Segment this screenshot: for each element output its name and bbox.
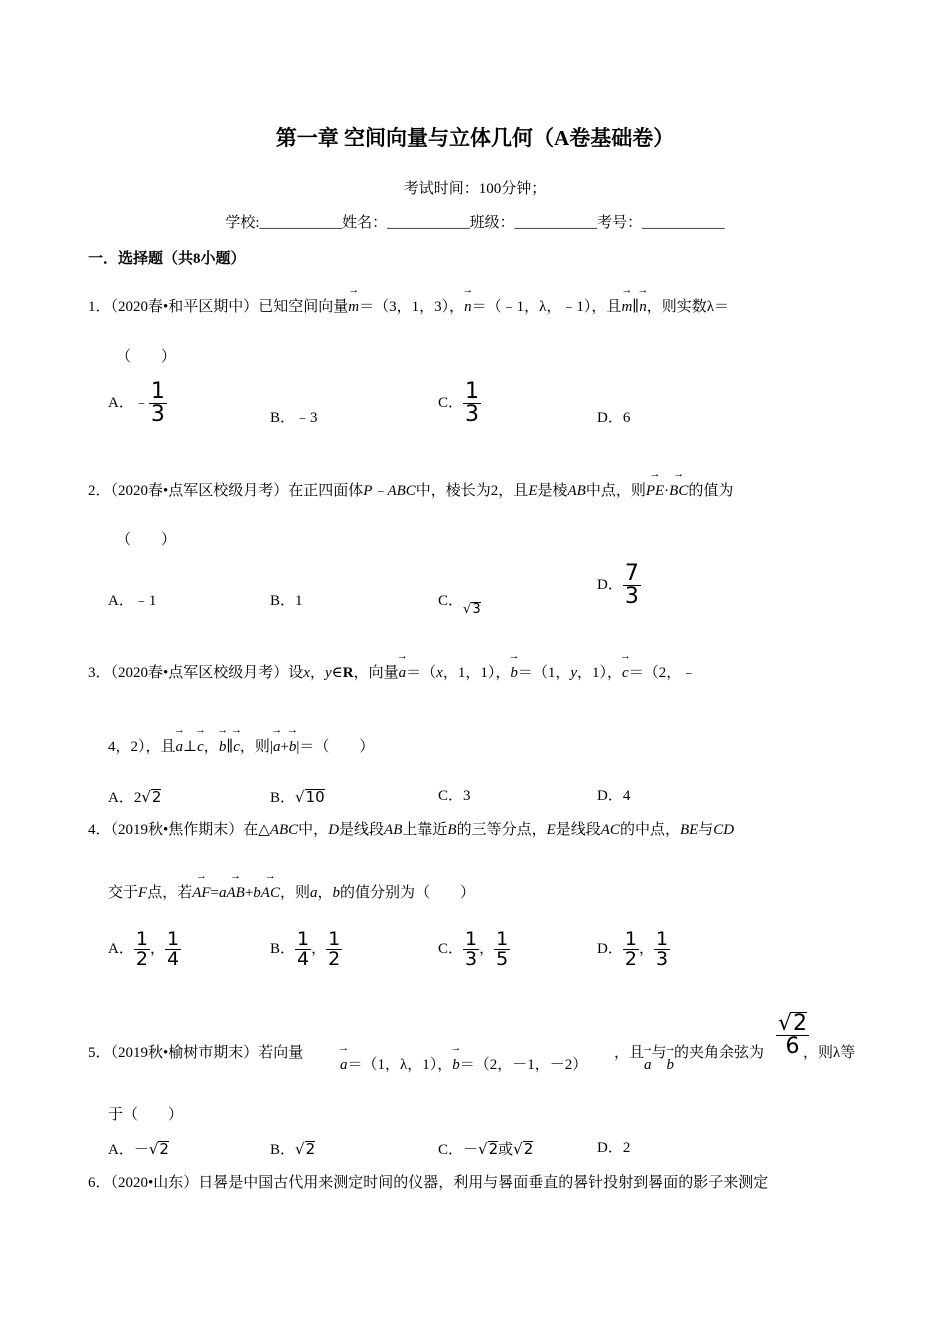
question-5 — [88, 1046, 303, 1061]
option-label: B． — [270, 790, 296, 806]
question-2 — [88, 484, 733, 499]
denominator: 4 — [297, 948, 310, 970]
option-label: C．－ — [438, 1142, 479, 1158]
q1-text: ＝（﹣1，λ，﹣1），且 — [471, 299, 622, 315]
vector-b: → b — [510, 666, 518, 681]
question-3-line-2 — [108, 740, 374, 755]
radicand: 2 — [488, 1140, 499, 1158]
q5-text: ＝（2，－1，－2） — [459, 1057, 588, 1073]
radicand: 2 — [151, 788, 162, 806]
question-4 — [88, 823, 734, 838]
numerator: 1 — [297, 928, 310, 950]
q2-text: 中，棱长为2，且 — [415, 483, 529, 499]
numerator: 1 — [135, 928, 148, 950]
option-label: B． — [270, 941, 296, 957]
q4-text: 是线段 — [555, 822, 601, 838]
denominator: 3 — [465, 402, 480, 427]
q5-text: ，且 — [614, 1045, 645, 1061]
segment-be: BE — [679, 822, 699, 838]
numerator: 7 — [624, 561, 639, 586]
plus-symbol: + — [244, 885, 254, 901]
numerator: 1 — [496, 928, 509, 950]
numerator: 1 — [655, 928, 669, 950]
q1-text: ＝（3，1，3）， — [359, 299, 465, 315]
vector-c: → c — [197, 740, 204, 755]
option-label: D． — [597, 941, 623, 957]
vector-b: → b — [667, 1058, 675, 1073]
q3-text: ＝（1， — [517, 665, 571, 681]
q2-paren: （ ） — [116, 532, 177, 548]
q2-text: 中点，则 — [585, 483, 646, 499]
option-label: D． — [597, 577, 623, 593]
vector-a: → a — [176, 740, 184, 755]
q3-text: ，1）， — [577, 665, 623, 681]
point-e: E — [528, 483, 538, 499]
q2-option-c[interactable] — [438, 593, 481, 617]
q6-text: 日晷是中国古代用来测定时间的仪器，利用与晷面垂直的晷针投射到晷面的影子来测定 — [198, 1175, 769, 1191]
q4-option-b[interactable] — [270, 930, 342, 969]
q6-number: 6． — [88, 1175, 111, 1191]
q4-source: （2019秋•焦作期末） — [110, 822, 244, 838]
q2-option-a[interactable]: A．﹣1 — [108, 593, 157, 609]
fraction — [295, 930, 311, 969]
q4-text: ，则 — [279, 885, 310, 901]
fraction — [654, 930, 670, 969]
radicand: 10 — [305, 788, 325, 806]
radicand: 2 — [523, 1140, 534, 1158]
q5-tail: ，则λ等 — [803, 1045, 856, 1061]
denominator: 2 — [135, 948, 148, 970]
option-label: A． — [108, 941, 134, 957]
q2-option-d[interactable] — [597, 563, 641, 608]
q3-text: ，1，1）， — [442, 665, 511, 681]
q4-text: 的中点， — [619, 822, 680, 838]
point-e: E — [546, 822, 556, 838]
q4-text: 的值分别为（ ） — [340, 885, 476, 901]
option-label: A．－ — [108, 1142, 149, 1158]
q5-text: ＝（1，λ，1）， — [347, 1057, 453, 1073]
denominator: 3 — [655, 948, 669, 970]
vector-a: → a — [644, 1058, 652, 1073]
q2-text: 在正四面体 — [288, 483, 364, 499]
vector-m: → m — [348, 300, 359, 315]
q5-option-d[interactable]: D．2 — [597, 1140, 631, 1156]
q3-text: ＝（2，﹣ — [628, 665, 697, 681]
q4-text: 上靠近 — [402, 822, 448, 838]
radicand: 2 — [305, 1140, 316, 1158]
q1-paren: （ ） — [116, 349, 177, 365]
q5-option-c[interactable] — [438, 1141, 533, 1158]
point-f: F — [138, 885, 148, 901]
q4-text: ， — [317, 885, 333, 901]
q2-number: 2． — [88, 483, 111, 499]
q3-option-d[interactable]: D．4 — [597, 788, 631, 804]
sqrt: √10 — [295, 788, 325, 806]
q3-text: 4，2），且 — [108, 739, 176, 755]
exam-time: 考试时间：100分钟； — [403, 181, 547, 197]
radicand: 2 — [159, 1140, 169, 1158]
q5-vectors — [340, 1058, 587, 1073]
q3-option-b[interactable] — [270, 789, 325, 806]
question-4-line-2 — [108, 886, 475, 901]
numerator: 1 — [328, 928, 341, 950]
coef-a: a — [309, 885, 318, 901]
q3-text: ，则| — [239, 739, 273, 755]
q4-option-d[interactable] — [597, 930, 670, 969]
denominator: 4 — [166, 948, 180, 970]
question-1 — [88, 300, 729, 315]
sqrt: √3 — [463, 602, 481, 617]
fraction — [134, 930, 150, 969]
option-label: B． — [270, 1142, 296, 1158]
sqrt: √2 — [295, 1140, 316, 1158]
sqrt: √2 — [513, 1140, 534, 1158]
q1-source: （2020春•和平区期中） — [110, 299, 259, 315]
q3-text: ， — [309, 665, 325, 681]
radicand: 2 — [793, 1011, 808, 1036]
q1-option-a[interactable] — [108, 381, 167, 426]
segment-cd: CD — [713, 822, 735, 838]
page-title: 第一章 空间向量与立体几何（A卷基础卷） — [275, 126, 675, 150]
q4-text: 中， — [298, 822, 329, 838]
numerator: 1 — [624, 928, 637, 950]
point-d: D — [328, 822, 340, 838]
option-label: C． — [438, 395, 464, 411]
student-info-line: 学校:___________姓名：___________班级：___________考号：___________ — [225, 215, 725, 231]
q5-text: 与 — [651, 1045, 667, 1061]
fraction — [623, 563, 641, 608]
q1-text: ，则实数λ＝ — [646, 299, 729, 315]
q4-text: 点，若 — [147, 885, 193, 901]
denominator: 2 — [624, 948, 637, 970]
vector-c: → c — [622, 666, 629, 681]
vector-b: → b — [289, 740, 297, 755]
q3-text: ，向量 — [353, 665, 399, 681]
reals-symbol: R — [342, 665, 354, 681]
option-label: C． — [438, 941, 464, 957]
vector-b: → b — [452, 1058, 460, 1073]
coef-b: b — [332, 885, 340, 901]
q4-text: 在△ — [243, 822, 270, 838]
vector-n: → n — [639, 300, 647, 315]
separator: ， — [638, 941, 654, 957]
separator: ， — [149, 941, 165, 957]
q2-option-b[interactable]: B．1 — [270, 593, 303, 609]
q1-option-c[interactable] — [438, 381, 481, 426]
vector-a: → a — [273, 740, 281, 755]
var-y: y — [324, 665, 332, 681]
q2-text: 是棱 — [537, 483, 568, 499]
q5-condition — [614, 1045, 765, 1073]
equals-symbol: = — [210, 885, 219, 901]
fraction — [623, 930, 639, 969]
q5-text: 若向量 — [258, 1045, 304, 1061]
fraction — [463, 381, 481, 426]
sqrt: √2 — [141, 788, 162, 806]
q1-number: 1． — [88, 299, 111, 315]
q1-text: 已知空间向量 — [258, 299, 349, 315]
numerator: 1 — [150, 379, 165, 404]
q5-option-b[interactable] — [270, 1141, 315, 1158]
var-x: x — [303, 665, 310, 681]
fraction — [494, 930, 510, 969]
fraction — [149, 381, 167, 426]
numerator: √2 — [778, 1011, 808, 1036]
sqrt: √2 — [148, 1140, 169, 1158]
q3-source: （2020春•点军区校级月考） — [110, 665, 289, 681]
dot-symbol: · — [664, 483, 670, 499]
q6-source: （2020•山东） — [110, 1175, 199, 1191]
parallel-symbol: ∥ — [632, 299, 640, 315]
sqrt: √2 — [478, 1140, 499, 1158]
q1-option-d[interactable]: D．6 — [597, 410, 631, 426]
option-label: A． — [108, 395, 134, 411]
q1-option-b[interactable]: B．﹣3 — [270, 410, 318, 426]
point-b: B — [447, 822, 457, 838]
denominator: 6 — [776, 1035, 809, 1058]
vector-m: → m — [621, 300, 632, 315]
vector-b: → b — [219, 740, 227, 755]
q3-text: |＝（ ） — [296, 739, 375, 755]
triangle-abc: ABC — [269, 822, 299, 838]
denominator: 3 — [150, 402, 165, 427]
q5-number: 5． — [88, 1045, 111, 1061]
q4-number: 4． — [88, 822, 111, 838]
minus-sign: ﹣ — [133, 395, 149, 411]
numerator: 1 — [465, 379, 480, 404]
fraction — [165, 930, 181, 969]
fraction — [463, 930, 479, 969]
vector-c: → c — [233, 740, 240, 755]
question-3 — [88, 666, 696, 681]
q3-option-c[interactable]: C．3 — [438, 788, 471, 804]
coef-b: b — [253, 885, 261, 901]
segment-ab: AB — [384, 822, 403, 838]
vector-ab: → AB — [227, 886, 245, 901]
q3-text: ∈ — [331, 665, 343, 681]
q3-text: ， — [203, 739, 219, 755]
option-label: A．2 — [108, 790, 142, 806]
numerator: 1 — [465, 928, 478, 950]
section-title: 一．选择题（共8小题） — [88, 251, 246, 267]
segment-ac: AC — [600, 822, 620, 838]
separator: ， — [479, 941, 495, 957]
q4-text: 的三等分点， — [456, 822, 547, 838]
radicand: 3 — [472, 602, 481, 617]
question-6 — [88, 1176, 768, 1191]
option-label: C． — [438, 593, 464, 609]
separator: ， — [311, 941, 327, 957]
q4-text: 是线段 — [339, 822, 385, 838]
q4-text: 交于 — [108, 885, 139, 901]
q5-line-2: 于（ ） — [108, 1107, 184, 1123]
denominator: 3 — [624, 584, 639, 609]
vector-bc: → BC — [669, 484, 688, 499]
q5-text: 的夹角余弦为 — [674, 1045, 765, 1061]
denominator: 3 — [465, 948, 478, 970]
q4-option-a[interactable] — [108, 930, 181, 969]
vector-ac: → AC — [261, 886, 280, 901]
vector-af: → AF — [192, 886, 210, 901]
fraction — [326, 930, 342, 969]
perp-symbol: ⊥ — [183, 739, 198, 755]
q2-text: 的值为 — [688, 483, 734, 499]
q3-option-a[interactable] — [108, 789, 161, 806]
q5-source: （2019秋•榆树市期末） — [110, 1045, 259, 1061]
var-y: y — [570, 665, 578, 681]
q4-text: 与 — [698, 822, 714, 838]
vector-n: → n — [464, 300, 472, 315]
parallel-symbol: ∥ — [226, 739, 234, 755]
vector-a: → a — [399, 666, 407, 681]
q3-text: ＝（ — [406, 665, 437, 681]
plus-symbol: + — [280, 739, 289, 755]
edge-ab: AB — [567, 483, 586, 499]
q3-text: 设 — [288, 665, 304, 681]
denominator: 5 — [496, 948, 509, 970]
vector-a: → a — [340, 1058, 348, 1073]
numerator: 1 — [166, 928, 180, 950]
q5-option-a[interactable] — [108, 1141, 169, 1158]
q4-option-c[interactable] — [438, 930, 510, 969]
q2-source: （2020春•点军区校级月考） — [110, 483, 289, 499]
tetrahedron-label: P﹣ABC — [363, 483, 416, 499]
var-x: x — [436, 665, 443, 681]
q3-number: 3． — [88, 665, 111, 681]
denominator: 2 — [328, 948, 341, 970]
or-text: 或 — [498, 1142, 514, 1158]
coef-a: a — [219, 885, 227, 901]
vector-pe: → PE — [646, 484, 664, 499]
